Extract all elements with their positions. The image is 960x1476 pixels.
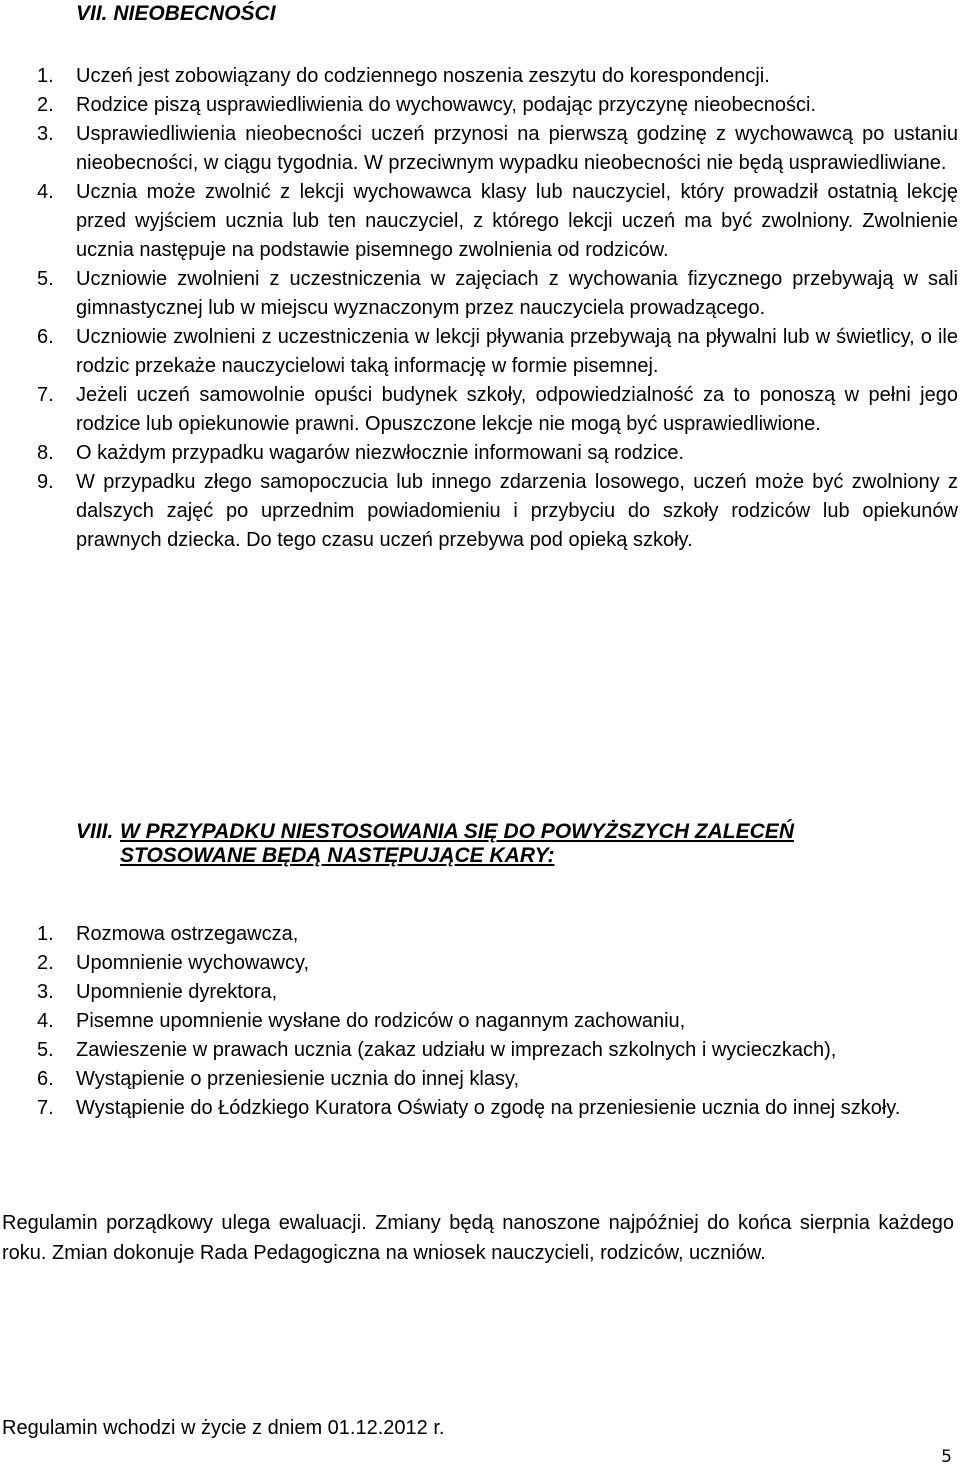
item-number: 4.: [37, 181, 54, 203]
list-item: [0, 978, 958, 1007]
list-item: [0, 1007, 958, 1036]
section-7-list: [0, 62, 958, 555]
section-8-title-line1: W PRZYPADKU NIESTOSOWANIA SIĘ DO POWYŻSZYCH ZALECEŃ: [120, 820, 794, 843]
item-text: Wystąpienie o przeniesienie ucznia do innej klasy,: [76, 1068, 520, 1090]
item-text: Uczniowie zwolnieni z uczestniczenia w lekcji pływania przebywają na pływalni lub w świetlicy, o ile rodzic przekaże nauczycielowi taką informację w formie pisemnej.: [76, 326, 958, 377]
item-number: 4.: [37, 1010, 54, 1032]
list-item: [0, 91, 958, 120]
item-text: Uczeń jest zobowiązany do codziennego noszenia zeszytu do korespondencji.: [76, 65, 770, 87]
item-number: 5.: [37, 268, 54, 290]
item-text: Rodzice piszą usprawiedliwienia do wychowawcy, podając przyczynę nieobecności.: [76, 94, 816, 116]
item-text: Upomnienie dyrektora,: [76, 981, 278, 1003]
list-item: [0, 120, 958, 178]
list-item: [0, 920, 958, 949]
list-item: [0, 468, 958, 555]
list-item: [0, 1065, 958, 1094]
item-text: Wystąpienie do Łódzkiego Kuratora Oświaty o zgodę na przeniesienie ucznia do innej szkoły.: [76, 1097, 901, 1119]
item-number: 8.: [37, 442, 54, 464]
list-item: [0, 439, 958, 468]
item-number: 5.: [37, 1039, 54, 1061]
list-item: [0, 178, 958, 265]
section-8-heading: [76, 820, 956, 868]
item-number: 9.: [37, 471, 54, 493]
item-number: 2.: [37, 952, 54, 974]
item-number: 3.: [37, 981, 54, 1003]
list-item: [0, 949, 958, 978]
item-text: Jeżeli uczeń samowolnie opuści budynek szkoły, odpowiedzialność za to ponoszą w pełni jego rodzice lub opiekunowie prawni. Opuszczone lekcje nie mogą być usprawiedliwione.: [76, 384, 958, 435]
item-text: Uczniowie zwolnieni z uczestniczenia w zajęciach z wychowania fizycznego przebywają w sali gimnastycznej lub w miejscu wyznaczonym przez nauczyciela prowadzącego.: [76, 268, 958, 319]
list-item: [0, 323, 958, 381]
item-number: 3.: [37, 123, 54, 145]
item-number: 7.: [37, 1097, 54, 1119]
item-number: 2.: [37, 94, 54, 116]
item-text: W przypadku złego samopoczucia lub innego zdarzenia losowego, uczeń może być zwolniony z dalszych zajęć po uprzednim powiadomieniu i przybyciu do szkoły rodziców lub opiekunów prawnych dziecka. Do tego czasu uczeń przebywa pod opieką szkoły.: [76, 471, 958, 551]
list-item: [0, 1036, 958, 1065]
item-text: O każdym przypadku wagarów niezwłocznie informowani są rodzice.: [76, 442, 685, 464]
effective-date-paragraph: Regulamin wchodzi w życie z dniem 01.12.2012 r.: [2, 1417, 445, 1439]
section-8-list: [0, 920, 958, 1123]
section-8-numeral: VIII.: [76, 820, 114, 843]
item-text: Zawieszenie w prawach ucznia (zakaz udziału w imprezach szkolnych i wycieczkach),: [76, 1039, 837, 1061]
section-7-heading: VII. NIEOBECNOŚCI: [76, 2, 276, 25]
item-number: 6.: [37, 1068, 54, 1090]
page-number: 5: [941, 1447, 952, 1467]
list-item: [0, 1094, 958, 1123]
item-number: 1.: [37, 65, 54, 87]
list-item: [0, 265, 958, 323]
list-item: [0, 62, 958, 91]
section-8-title-line2: STOSOWANE BĘDĄ NASTĘPUJĄCE KARY:: [120, 844, 555, 867]
evaluation-paragraph: Regulamin porządkowy ulega ewaluacji. Zmiany będą nanoszone najpóźniej do końca sierpnia każdego roku. Zmian dokonuje Rada Pedagogiczna na wniosek nauczycieli, rodziców, uczniów.: [2, 1212, 954, 1264]
item-number: 6.: [37, 326, 54, 348]
list-item: [0, 381, 958, 439]
item-text: Rozmowa ostrzegawcza,: [76, 923, 299, 945]
item-text: Usprawiedliwienia nieobecności uczeń przynosi na pierwszą godzinę z wychowawcą po ustaniu nieobecności, w ciągu tygodnia. W przeciwnym wypadku nieobecności nie będą usprawiedliwiane.: [76, 123, 958, 174]
item-text: Pisemne upomnienie wysłane do rodziców o nagannym zachowaniu,: [76, 1010, 686, 1032]
item-text: Ucznia może zwolnić z lekcji wychowawca klasy lub nauczyciel, który prowadził ostatnią lekcję przed wyjściem ucznia lub ten nauczyciel, z którego lekcji uczeń ma być zwolniony. Zwolnienie ucznia następuje na podstawie pisemnego zwolnienia od rodziców.: [76, 181, 958, 261]
item-number: 7.: [37, 384, 54, 406]
item-text: Upomnienie wychowawcy,: [76, 952, 310, 974]
item-number: 1.: [37, 923, 54, 945]
